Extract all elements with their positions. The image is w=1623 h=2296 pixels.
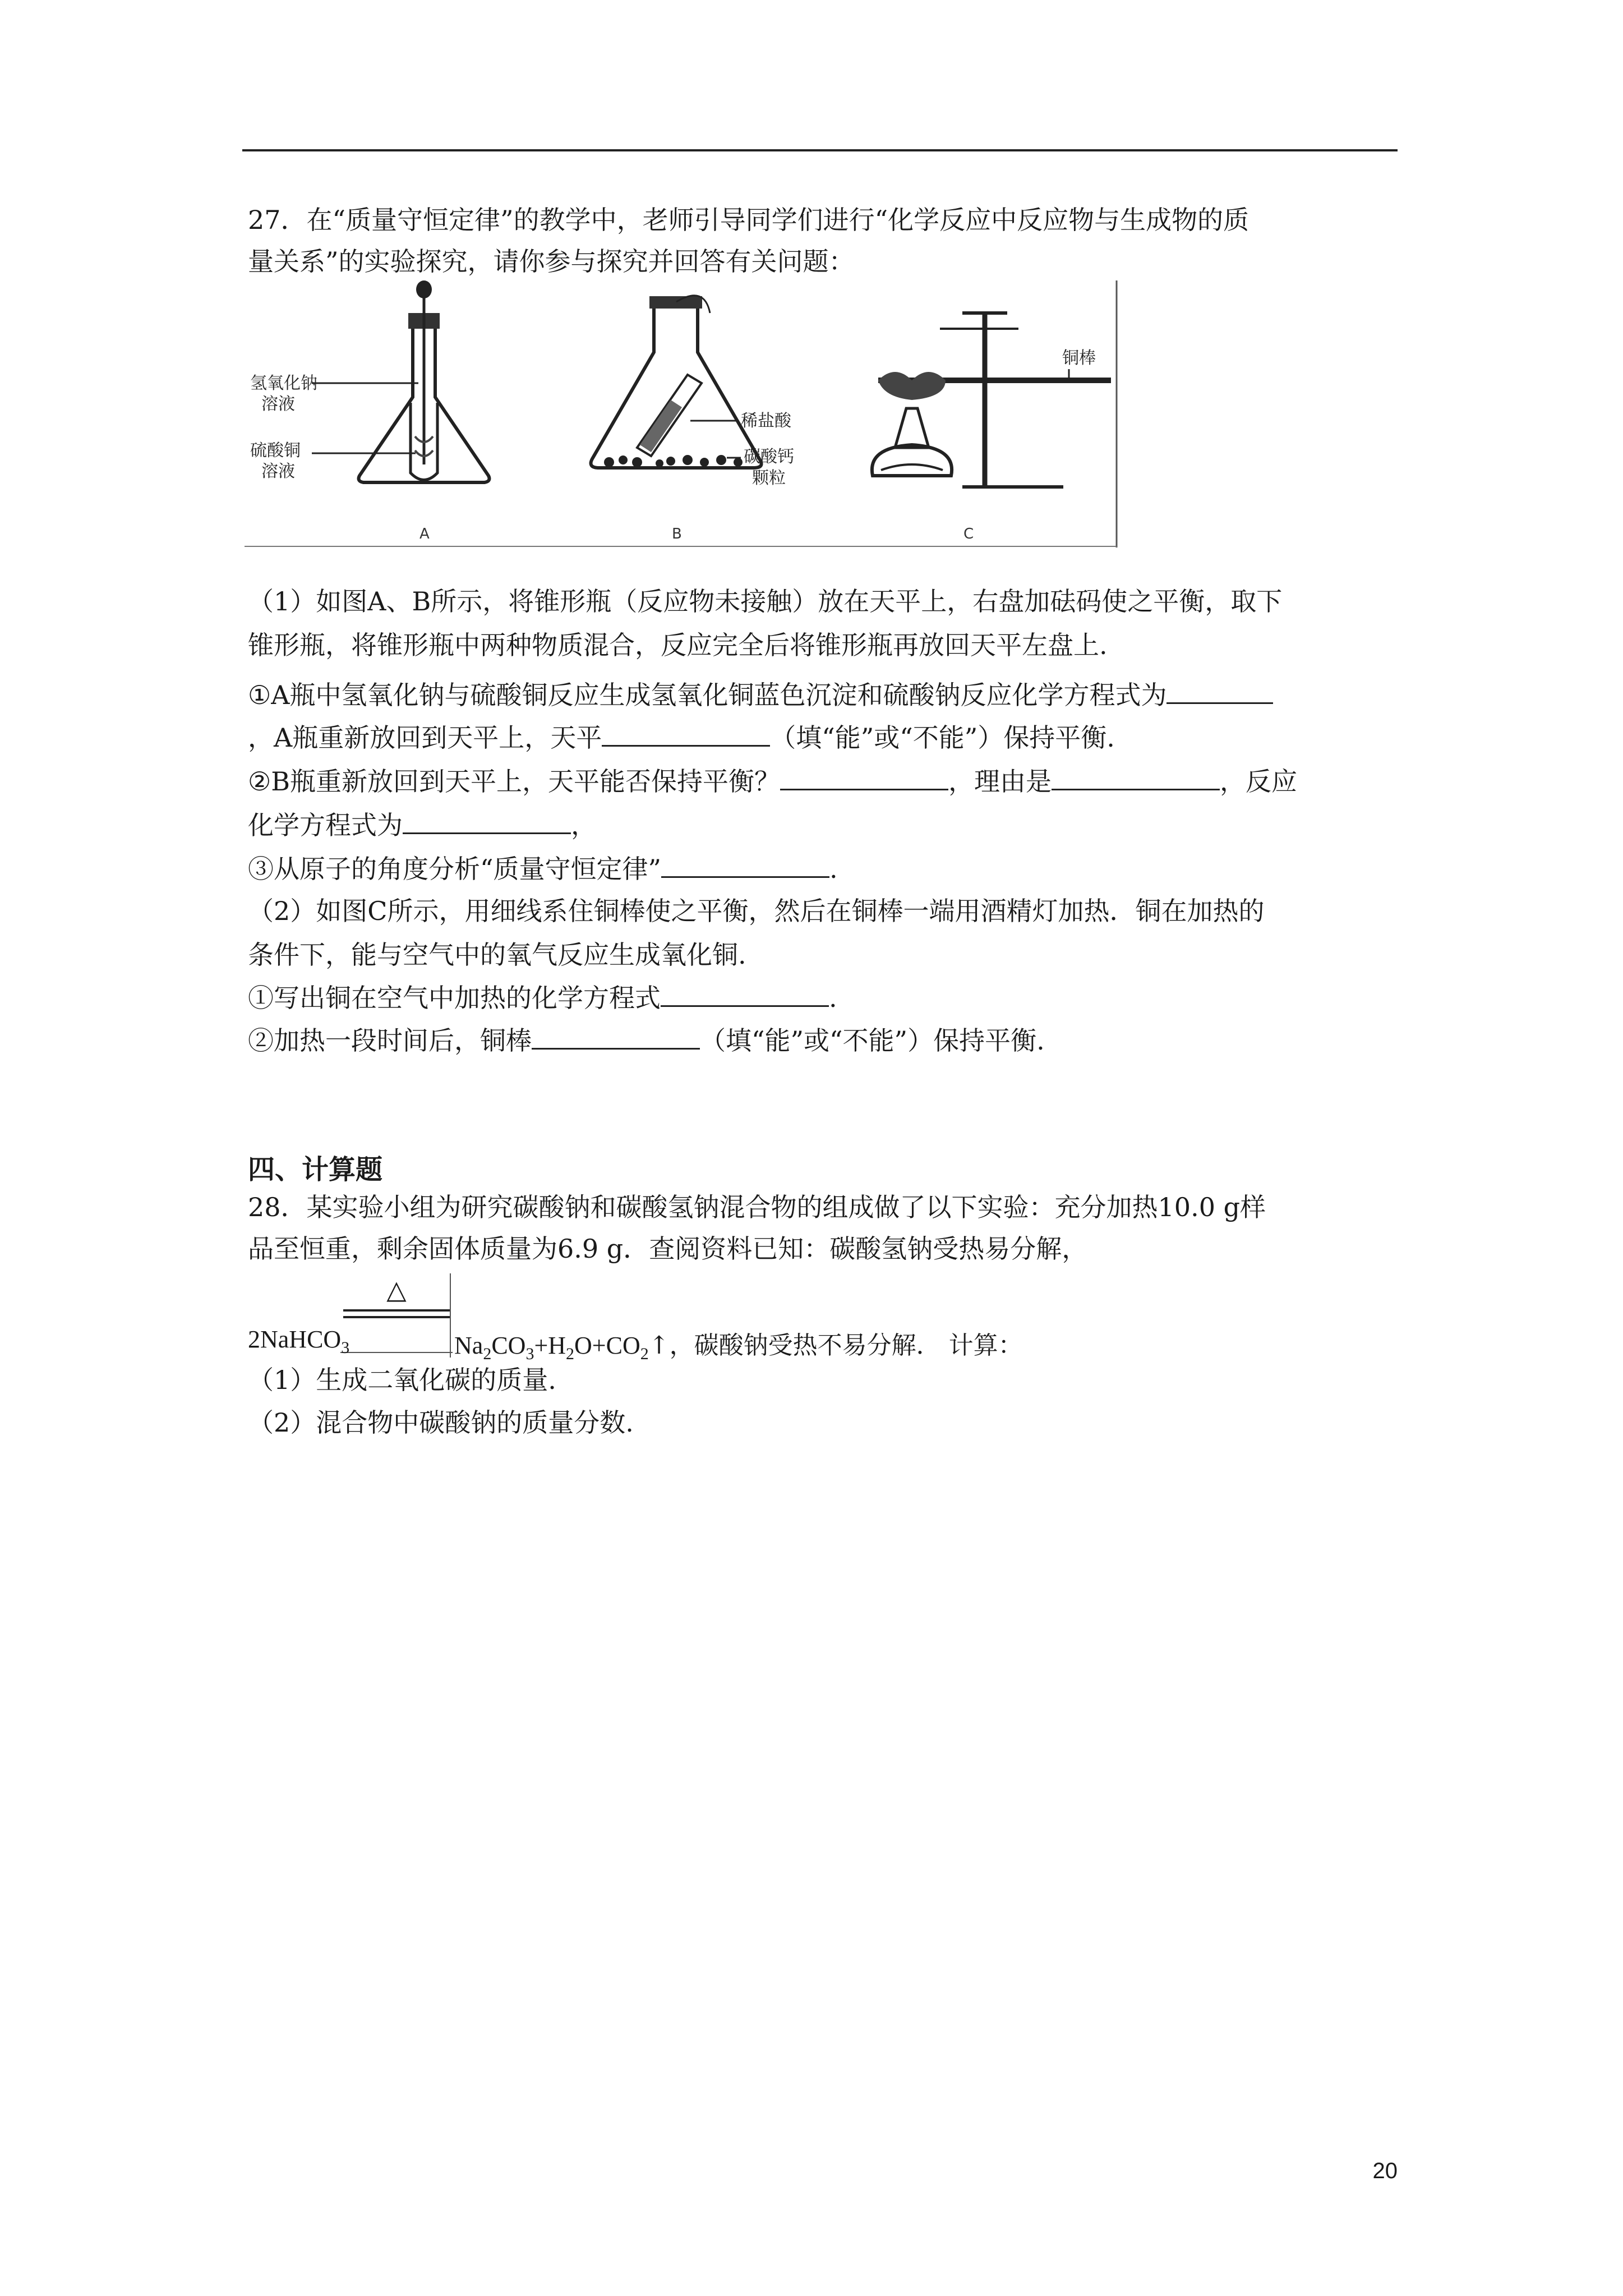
equation-divider <box>450 1273 451 1358</box>
figure-a-flask <box>312 280 489 482</box>
q27-sub2-text-2b: ， <box>571 810 597 840</box>
equation-product-3: +H <box>534 1332 566 1359</box>
answer-blank-equation-c[interactable] <box>661 981 829 1007</box>
header-rule <box>242 149 1398 151</box>
q27-sub1-text: ①A瓶中氢氧化钠与硫酸铜反应生成氢氧化铜蓝色沉淀和硫酸钠反应化学方程式为 <box>248 680 1167 710</box>
figure-b-callout-3: 颗粒 <box>752 468 786 488</box>
answer-blank-equation-b[interactable] <box>403 808 571 834</box>
equation-product-1-sub: 2 <box>483 1344 492 1363</box>
q27-sub3-text-b: . <box>829 854 838 884</box>
q27-sub1-line-2 <box>248 720 1115 754</box>
q27-intro-line-2: 量关系”的实验探究，请你参与探究并回答有关问题： <box>248 246 855 277</box>
q27-part2-sub1-text-b: . <box>829 983 837 1013</box>
figure-b-callout-2: 碳酸钙 <box>744 447 794 467</box>
decomposition-equation <box>248 1269 1033 1363</box>
q27-sub2-text-1b: ，理由是 <box>948 766 1052 797</box>
figure-a-callout-2: 溶液 <box>261 394 295 414</box>
section-heading: 四、计算题 <box>248 1154 383 1185</box>
equation-product-4-sub: 2 <box>640 1344 649 1363</box>
equation-reactant: 2NaHCO <box>248 1326 342 1353</box>
page-number: 20 <box>1372 2159 1398 2183</box>
equation-double-line-top <box>343 1309 450 1312</box>
q27-sub2-text-1c: ，反应 <box>1220 766 1298 797</box>
q27-sub3-text-a: ③从原子的角度分析“质量守恒定律” <box>248 854 662 884</box>
q27-part1-line-2: 锥形瓶，将锥形瓶中两种物质混合，反应完全后将锥形瓶再放回天平左盘上. <box>248 630 1108 660</box>
figure-b-label: B <box>672 526 682 542</box>
equation-product-1: Na <box>454 1332 483 1359</box>
figure-c-callout-1: 铜棒 <box>1062 348 1096 368</box>
answer-blank-balance-c[interactable] <box>532 1023 700 1050</box>
equation-product-4: O+CO <box>574 1332 640 1359</box>
figure-b-callout-1: 稀盐酸 <box>741 411 791 431</box>
q27-part2-sub1-line <box>248 981 837 1015</box>
q28-calc-2: （2）混合物中碳酸钠的质量分数. <box>248 1407 634 1438</box>
answer-blank-balance-b[interactable] <box>780 764 948 790</box>
answer-blank-balance-a[interactable] <box>602 720 770 747</box>
q27-sub1-line-1 <box>248 678 1273 712</box>
q27-part2-sub2-text-b: （填“能”或“不能”）保持平衡. <box>700 1025 1045 1056</box>
equation-baseline <box>340 1352 453 1353</box>
equation-product-2-sub: 3 <box>525 1344 534 1363</box>
q27-part2-sub2-line <box>248 1023 1045 1057</box>
equation-product-3-sub: 2 <box>566 1344 575 1363</box>
q27-sub1-text-2a: ，A瓶重新放回到天平上，天平 <box>248 723 602 753</box>
q27-sub1-text-2b: （填“能”或“不能”）保持平衡. <box>770 723 1115 753</box>
equation-tail-text: ↑，碳酸钠受热不易分解． 计算： <box>648 1331 1023 1360</box>
figure-b-flask <box>591 296 762 468</box>
figure-a-callout-4: 溶液 <box>261 462 295 481</box>
q27-intro-line-1: 27．在“质量守恒定律”的教学中，老师引导同学们进行“化学反应中反应物与生成物的质 <box>248 205 1249 235</box>
q27-sub2-text-1a: ②B瓶重新放回到天平上，天平能否保持平衡？ <box>248 766 781 797</box>
figure-c-apparatus <box>872 313 1111 487</box>
q27-sub2-text-2a: 化学方程式为 <box>248 810 403 840</box>
equation-left <box>248 1325 349 1358</box>
figure-c-label: C <box>963 526 974 542</box>
q28-line-1: 28．某实验小组为研究碳酸钠和碳酸氢钠混合物的组成做了以下实验：充分加热10.0 g样 <box>248 1192 1266 1222</box>
q27-part1-line-1: （1）如图A、B所示，将锥形瓶（反应物未接触）放在天平上，右盘加砝码使之平衡，取下 <box>248 586 1283 616</box>
q28-line-2: 品至恒重，剩余固体质量为6.9 g．查阅资料已知：碳酸氢钠受热易分解， <box>248 1234 1088 1264</box>
q27-part2-line-2: 条件下，能与空气中的氧气反应生成氧化铜. <box>248 940 746 970</box>
q28-calc-1: （1）生成二氧化碳的质量. <box>248 1365 556 1395</box>
equation-product-2: CO <box>491 1332 526 1359</box>
q27-sub2-line-1 <box>248 764 1297 798</box>
figure-a-callout-3: 硫酸铜 <box>250 441 301 461</box>
equation-reactant-sub: 3 <box>341 1338 350 1357</box>
q27-part2-sub2-text-a: ②加热一段时间后，铜棒 <box>248 1025 532 1056</box>
q27-sub2-line-2 <box>248 808 597 842</box>
answer-blank-atomic-analysis[interactable] <box>661 852 829 878</box>
q27-part2-line-1: （2）如图C所示，用细线系住铜棒使之平衡，然后在铜棒一端用酒精灯加热．铜在加热的 <box>248 896 1265 926</box>
equation-double-line-bottom <box>343 1316 450 1318</box>
q27-sub3-line <box>248 852 838 886</box>
answer-blank-reason-b[interactable] <box>1052 764 1220 790</box>
figure-a-label: A <box>419 526 430 542</box>
answer-blank-equation-a[interactable] <box>1166 678 1273 704</box>
heat-condition-symbol: △ <box>386 1274 407 1305</box>
figure-a-callout-1: 氢氧化钠 <box>250 374 317 393</box>
experiment-figure <box>245 279 1119 549</box>
q27-part2-sub1-text-a: ①写出铜在空气中加热的化学方程式 <box>248 983 661 1013</box>
equation-right <box>454 1325 1023 1364</box>
